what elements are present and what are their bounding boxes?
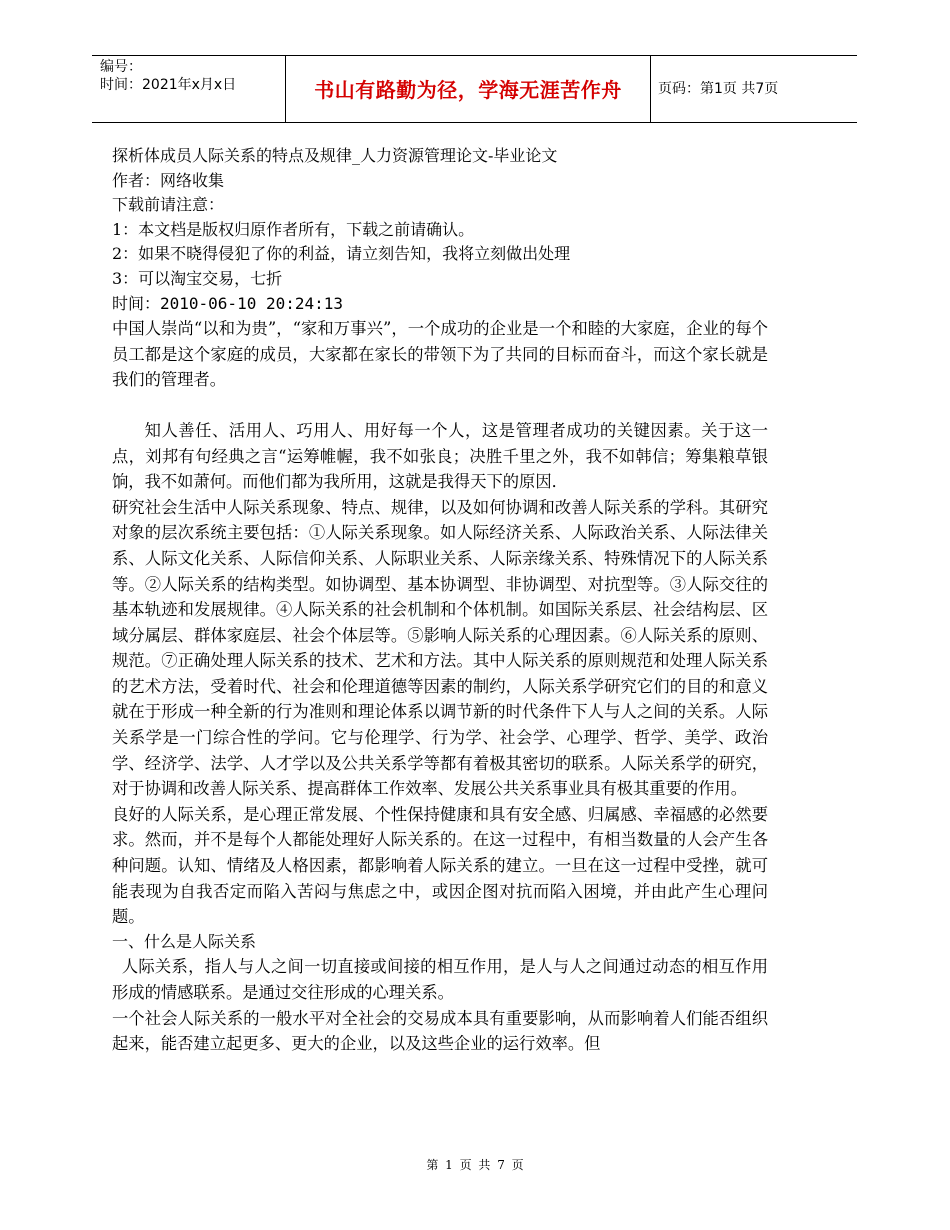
notice-item-3: 3：可以淘宝交易，七折 xyxy=(112,268,283,288)
notice-item-1: 1：本文档是版权归原作者所有，下载之前请确认。 xyxy=(112,219,475,239)
article-author: 作者：网络收集 xyxy=(112,170,225,190)
article-body xyxy=(112,144,768,1057)
page-footer: 第 1 页 共 7 页 xyxy=(426,1158,524,1172)
header-motto-cell xyxy=(285,56,651,122)
article-time: 时间：2010-06-10 20:24:13 xyxy=(112,293,344,313)
paragraph-society: 一个社会人际关系的一般水平对全社会的交易成本具有重要影响，从而影响着人们能否组织起来，能否建立起更多、更大的企业，以及这些企业的运行效率。但 xyxy=(112,1008,768,1054)
date-label: 时间：2021年x月x日 xyxy=(100,77,237,93)
paragraph-research: 研究社会生活中人际关系现象、特点、规律，以及如何协调和改善人际关系的学科。其研究对象的层次系统主要包括：①人际关系现象。如人际经济关系、人际政治关系、人际法律关系、人际文化关系、人际信仰关系、人际职业关系、人际亲缘关系、特殊情况下的人际关系等。②人际关系的结构类型。如协调型、基本协调型、非协调型、对抗型等。③人际交往的基本轨迹和发展规律。④人际关系的社会机制和个体机制。如国际关系层、社会结构层、区域分属层、群体家庭层、社会个体层等。⑤影响人际关系的心理因素。⑥人际关系的原则、规范。⑦正确处理人际关系的技术、艺术和方法。其中人际关系的原则规范和处理人际关系的艺术方法，受着时代、社会和伦理道德等因素的制约，人际关系学研究它们的目的和意义就在于形成一种全新的行为准则和理论体系以调节新的时代条件下人与人之间的关系。人际关系学是一门综合性的学问。它与伦理学、行为学、社会学、心理学、哲学、美学、政治学、经济学、法学、人才学以及公共关系学等都有着极其密切的联系。人际关系学的研究，对于协调和改善人际关系、提高群体工作效率、发展公共关系事业具有极其重要的作用。 xyxy=(112,497,768,799)
paragraph-good-relations: 良好的人际关系，是心理正常发展、个性保持健康和具有安全感、归属感、幸福感的必然要求。然而，并不是每个人都能处理好人际关系的。在这一过程中，有相当数量的人会产生各种问题。认知、情绪及人格因素，都影响着人际关系的建立。一旦在这一过程中受挫，就可能表现为自我否定而陷入苦闷与焦虑之中，或因企图对抗而陷入困境，并由此产生心理问题。 xyxy=(112,804,768,927)
paragraph-management: 知人善任、活用人、巧用人、用好每一个人，这是管理者成功的关键因素。关于这一点，刘邦有句经典之言“运筹帷幄，我不如张良；决胜千里之外，我不如韩信；筹集粮草银饷，我不如萧何。而他们都为我所用，这就是我得天下的原因． xyxy=(112,420,768,492)
paragraph-intro: 中国人崇尚“以和为贵”，“家和万事兴”，一个成功的企业是一个和睦的大家庭，企业的每个员工都是这个家庭的成员，大家都在家长的带领下为了共同的目标而奋斗，而这个家长就是我们的管理者。 xyxy=(112,319,768,390)
paragraph-gap xyxy=(112,393,768,418)
section-heading: 一、什么是人际关系 xyxy=(112,931,257,951)
header-page-cell xyxy=(650,56,857,122)
article-title: 探析体成员人际关系的特点及规律_人力资源管理论文-毕业论文 xyxy=(112,146,558,165)
header-meta-cell xyxy=(92,56,285,122)
page-header xyxy=(92,55,857,123)
serial-number-label: 编号： xyxy=(100,59,142,75)
header-motto: 书山有路勤为径，学海无涯苦作舟 xyxy=(314,78,622,102)
notice-title: 下载前请注意： xyxy=(112,195,225,215)
notice-item-2: 2：如果不晓得侵犯了你的利益，请立刻告知，我将立刻做出处理 xyxy=(112,244,571,264)
header-page-info: 页码：第1页 共7页 xyxy=(658,81,779,97)
paragraph-definition: 人际关系，指人与人之间一切直接或间接的相互作用，是人与人之间通过动态的相互作用形成的情感联系。是通过交往形成的心理关系。 xyxy=(112,957,768,1002)
